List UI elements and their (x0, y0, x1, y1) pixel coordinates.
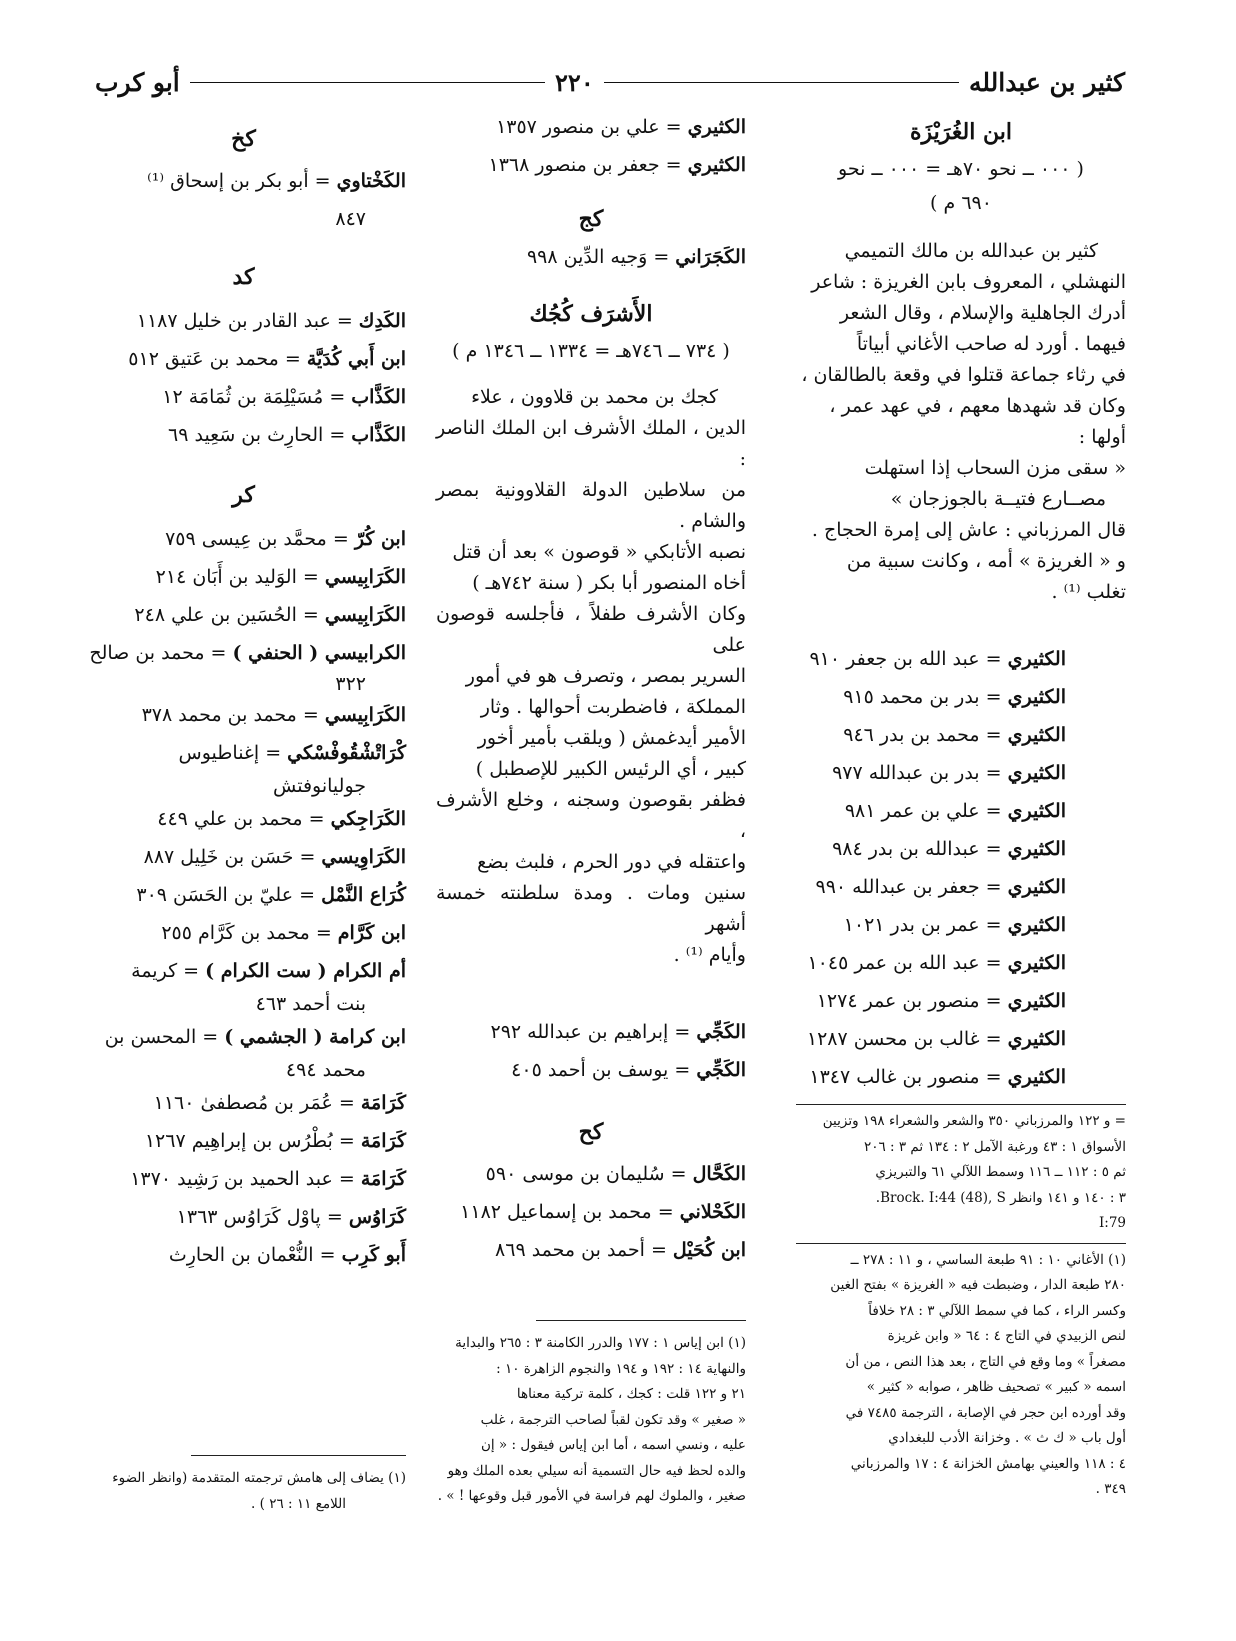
body-line: واعتقله في دور الحرم ، فلبث بضع (477, 851, 746, 873)
list-item: الكثيري = محمد بن بدر ٩٤٦ (843, 724, 1066, 746)
footnote-line: لنص الزبيدي في التاج ٤ : ٦٤ « وابن غريزة (887, 1328, 1126, 1344)
footnote-divider (796, 1104, 1126, 1105)
header-rule-left (190, 82, 545, 83)
section-heading: كج (578, 206, 604, 232)
footnote-line: وكسر الراء ، كما في سمط اللآلي ٣ : ٢٨ خلافاً (868, 1302, 1126, 1319)
section-heading: كر (232, 482, 255, 508)
footnote-rule (536, 1320, 746, 1321)
entry-title: ابن الغُرَيْزَة (910, 119, 1012, 145)
body-line: النهشلي ، المعروف بابن الغريزة : شاعر (811, 271, 1126, 293)
section-heading: كد (232, 264, 255, 290)
list-item: الكثيري = علي بن منصور ١٣٥٧ (496, 116, 746, 138)
entry-body (796, 236, 1126, 453)
list-item: كَرَامَة = عُمَر بن مُصطفىٰ ١١٦٠ (153, 1092, 406, 1114)
list-item: الكَذَّاب = الحارِث بن سَعِيد ٦٩ (168, 424, 406, 446)
entry-dates: ٦٩٠ م ) (930, 192, 992, 214)
list-item: أم الكرام ( ست الكرام ) = كريمة (131, 960, 406, 982)
body-line: في رثاء جماعة قتلوا في وقعة بالطالقان ، (801, 364, 1126, 386)
body-line: نصبه الأتابكي « قوصون » بعد أن قتل (452, 541, 746, 563)
body-line: سنين ومات . ومدة سلطنته خمسة أشهر (436, 882, 746, 935)
body-line: المملكة ، فاضطربت أحوالها . وثار (480, 696, 746, 718)
list-item: الكثيري = عمر بن بدر ١٠٢١ (843, 914, 1066, 936)
left-footnote (81, 1455, 406, 1517)
footnote-line: اسمه « كبير » تصحيف ظاهر ، صوابه « كثير » (866, 1379, 1126, 1395)
footnote-line: ثم ٥ : ١١٢ ــ ١١٦ وسمط اللآلي ٦١ والتبريزي (875, 1164, 1126, 1180)
list-item: الكثيري = علي بن عمر ٩٨١ (844, 800, 1066, 822)
footnote-line: (١) يضاف إلى هامش ترجمته المتقدمة (وانظر الضوء (112, 1470, 406, 1486)
list-item-continued: جوليانوفتش (272, 775, 366, 797)
body-line: الدين ، الملك الأشرف ابن الملك الناصر : (436, 417, 746, 470)
footnote-1 (796, 1248, 1126, 1503)
footnote-line: صغير ، والملوك لهم فراسة في الأمور قبل وقوعها ! » . (437, 1488, 746, 1504)
page-header (95, 62, 1125, 102)
list-item: ابن أَبي كُدَيَّة = محمد بن عَتيق ٥١٢ (128, 348, 406, 370)
list-item: الكثيري = عبد الله بن عمر ١٠٤٥ (807, 952, 1066, 974)
body-line: أولها : (1078, 426, 1126, 448)
footnote-line: = و ١٢٢ والمرزباني ٣٥٠ والشعر والشعراء ١٩٨ وتزيين (822, 1113, 1126, 1129)
list-item: الكثيري = جعفر بن منصور ١٣٦٨ (488, 154, 746, 176)
footnote-line: ٤ : ١١٨ والعيني بهامش الخزانة ٤ : ١٧ والمرزباني (850, 1455, 1126, 1472)
list-item: الكَرَابِيسي = الحُسَين بن علي ٢٤٨ (134, 604, 406, 626)
footnote-divider (796, 1243, 1126, 1244)
footnote-line: وقد أورده ابن حجر في الإصابة ، الترجمة ٧٤٨٥ في (845, 1404, 1126, 1421)
body-line: أخاه المنصور أبا بكر ( سنة ٧٤٢هـ ) (472, 572, 746, 594)
footnote-line: ٢٨٠ طبعة الدار ، وضبطت فيه « الغريزة » بفتح الغين (830, 1277, 1126, 1293)
footnote-rule (191, 1455, 406, 1456)
footnote-1 (436, 1331, 746, 1510)
column-right (796, 108, 1126, 1503)
list-item: الكثيري = بدر بن محمد ٩١٥ (843, 686, 1066, 708)
footnote-line: I:79 (1098, 1215, 1126, 1231)
list-item: الكثيري = منصور بن غالب ١٣٤٧ (809, 1066, 1066, 1088)
footnote-line: أول باب « ك ث » . وخزانة الأدب للبغدادي (888, 1430, 1126, 1446)
list-item: الكَخْتاوي = أبو بكر بن إسحاق ⁽¹⁾ (147, 170, 406, 192)
list-item: ابن كَرَّام = محمد بن كَرَّام ٢٥٥ (161, 922, 406, 944)
body-line: السرير بمصر ، وتصرف هو في أمور (465, 665, 746, 687)
body-line: كجك بن محمد بن قلاوون ، علاء (471, 386, 718, 408)
body-line: وكان قد شهدها معهم ، في عهد عمر ، (829, 395, 1126, 417)
verse-line: « سقى مزن السحاب إذا استهلت (864, 457, 1126, 479)
list-item: الكثيري = عبد الله بن جعفر ٩١٠ (809, 648, 1066, 670)
footnote-line: عليه ، ونسي اسمه ، أما ابن إياس فيقول : « إن (480, 1437, 746, 1453)
list-item: الكَرَابِيسي = الوَليد بن أَبَان ٢١٤ (155, 566, 406, 588)
kathiri-list (796, 640, 1126, 1096)
footnote-line: « صغير » وقد تكون لقباً لصاحب الترجمة ، غلب (480, 1411, 746, 1428)
running-title-right: كثير بن عبدالله (968, 67, 1125, 97)
list-item: أَبو كَرِب = النُّعْمان بن الحارِث (168, 1244, 406, 1266)
body-line: فيهما . أورد له صاحب الأغاني أبياتاً (856, 333, 1126, 355)
footnote-1 (81, 1466, 406, 1517)
running-title-left: أبو كرب (94, 67, 180, 97)
list-item: الكَحَّال = سُليمان بن موسى ٥٩٠ (485, 1163, 746, 1185)
list-item-continued: بنت أحمد ٤٦٣ (255, 993, 366, 1015)
list-item: الكَحْلاني = محمد بن إسماعيل ١١٨٢ (460, 1201, 746, 1223)
body-line: وكان الأشرف طفلاً ، فأجلسه قوصون على (436, 603, 746, 656)
list-item: ابن كرامة ( الجشمي ) = المحسن بن (104, 1026, 406, 1048)
list-item-continued: ٨٤٧ (335, 208, 366, 230)
footnote-continued (796, 1109, 1126, 1237)
list-item: كَرَامَة = عبد الحميد بن رَشِيد ١٣٧٠ (130, 1168, 406, 1190)
body-line: وأيام ⁽¹⁾ . (673, 944, 746, 966)
body-line: كثير بن عبدالله بن مالك التميمي (844, 240, 1098, 262)
footnote-line: والنهاية ١٤ : ١٩٢ و ١٩٤ والنجوم الزاهرة ١٠ : (496, 1360, 746, 1377)
list-item: الكَدِك = عبد القادر بن خليل ١١٨٧ (136, 310, 406, 332)
page-number: ٢٢٠ (555, 67, 594, 97)
header-rule-right (604, 82, 959, 83)
entry-body (436, 382, 746, 971)
list-item: الكرابيسي ( الحنفي ) = محمد بن صالح (89, 642, 406, 664)
body-line: كبير ، أي الرئيس الكبير للإصطبل ) (475, 758, 746, 780)
section-heading: كح (578, 1119, 604, 1145)
entry-dates: ( ٠٠٠ ــ نحو ٧٠هـ = ٠٠٠ ــ نحو (838, 158, 1084, 180)
list-item: الكَرَاجِكي = محمد بن علي ٤٤٩ (157, 808, 406, 830)
body-line: من سلاطين الدولة القلاوونية بمصر والشام . (436, 479, 746, 532)
list-item: الكثيري = غالب بن محسن ١٢٨٧ (806, 1028, 1066, 1050)
footnote-line: مصغراً » وما وقع في التاج ، بعد هذا النص ، من أن (845, 1353, 1126, 1370)
footnote-line: اللامع ١١ : ٢٦ ) . (251, 1495, 346, 1512)
footnote-line: الأسواق ١ : ٤٣ ورغبة الآمل ٢ : ١٣٤ ثم ٣ : ٢٠٦ (863, 1138, 1126, 1155)
list-item-continued: محمد ٤٩٤ (285, 1059, 366, 1081)
list-item: كْرَاتْشْقُوفْسْكي = إغناطيوس (178, 742, 406, 764)
entry-title: الأَشرَف كُجُك (529, 301, 653, 327)
section-heading: كخ (231, 126, 256, 152)
list-item: الكَرَابِيسي = محمد بن محمد ٣٧٨ (141, 704, 406, 726)
list-item: الكَجَرَاني = وَجيه الدِّين ٩٩٨ (526, 246, 746, 268)
body-line: الأمير أيدغمش ( ويلقب بأمير أخور (477, 727, 746, 749)
entry-body (796, 515, 1126, 608)
footnote-line: ٢١ و ١٢٢ قلت : كجك ، كلمة تركية معناها (516, 1386, 746, 1402)
body-line: و « الغريزة » أمه ، وكانت سبية من (846, 550, 1126, 572)
body-line: تغلب ⁽¹⁾ . (1051, 581, 1126, 603)
list-item: الكثيري = بدر بن عبدالله ٩٧٧ (832, 762, 1066, 784)
list-item-continued: ٣٢٢ (335, 673, 366, 695)
footnote-line: (١) الأغاني ١٠ : ٩١ طبعة الساسي ، و ١١ : ٢٧٨ ــ (850, 1251, 1126, 1268)
footnote-line: والده لحظ فيه حال التسمية أنه سيلي بعده الملك وهو (447, 1462, 746, 1479)
entry-dates: ( ٧٣٤ ــ ٧٤٦هـ = ١٣٣٤ ــ ١٣٤٦ م ) (452, 340, 730, 362)
list-item: الكثيري = جعفر بن عبدالله ٩٩٠ (815, 876, 1066, 898)
body-line: أدرك الجاهلية والإسلام ، وقال الشعر (839, 302, 1126, 324)
footnote-line: (١) ابن إياس ١ : ١٧٧ والدرر الكامنة ٣ : ٢٦٥ والبداية (455, 1335, 746, 1351)
list-item: كَرَامَة = بُطْرُس بن إبراهِيم ١٢٦٧ (144, 1130, 406, 1152)
middle-footnote (436, 1320, 746, 1510)
list-item: الكثيري = عبدالله بن بدر ٩٨٤ (832, 838, 1066, 860)
list-item: ابن كُحَيْل = أحمد بن محمد ٨٦٩ (495, 1239, 746, 1261)
body-line: قال المرزباني : عاش إلى إمرة الحجاج . (811, 519, 1126, 541)
footnote-line: ٣٤٩ . (1095, 1481, 1126, 1497)
list-item: الكَرَاوِيسي = حَسَن بن خَلِيل ٨٨٧ (143, 846, 406, 868)
list-item: كَرَاوُس = پاوْل كَرَاوُس ١٣٦٣ (176, 1206, 406, 1228)
list-item: الكَجِّي = يوسف بن أحمد ٤٠٥ (511, 1059, 746, 1081)
list-item: ابن كُرّ = محمَّد بن عِيسى ٧٥٩ (165, 528, 406, 550)
column-left (81, 108, 406, 1274)
column-middle (436, 108, 746, 1269)
body-line: فظفر بقوصون وسجنه ، وخلع الأشرف ، (436, 789, 746, 842)
list-item: الكثيري = منصور بن عمر ١٢٧٤ (816, 990, 1066, 1012)
list-item: الكَذَّاب = مُسَيْلِمَة بن ثُمَامَة ١٢ (162, 386, 406, 408)
verse-line: مصــارع فتيــة بالجوزجان » (890, 488, 1106, 510)
list-item: كُرَاع النَّمْل = عليّ بن الحَسَن ٣٠٩ (136, 884, 406, 906)
list-item: الكَجِّي = إبراهيم بن عبدالله ٢٩٢ (490, 1021, 746, 1043)
footnote-line: ٣ : ١٤٠ و ١٤١ وانظر Brock. I:44 (48), S. (875, 1189, 1126, 1206)
